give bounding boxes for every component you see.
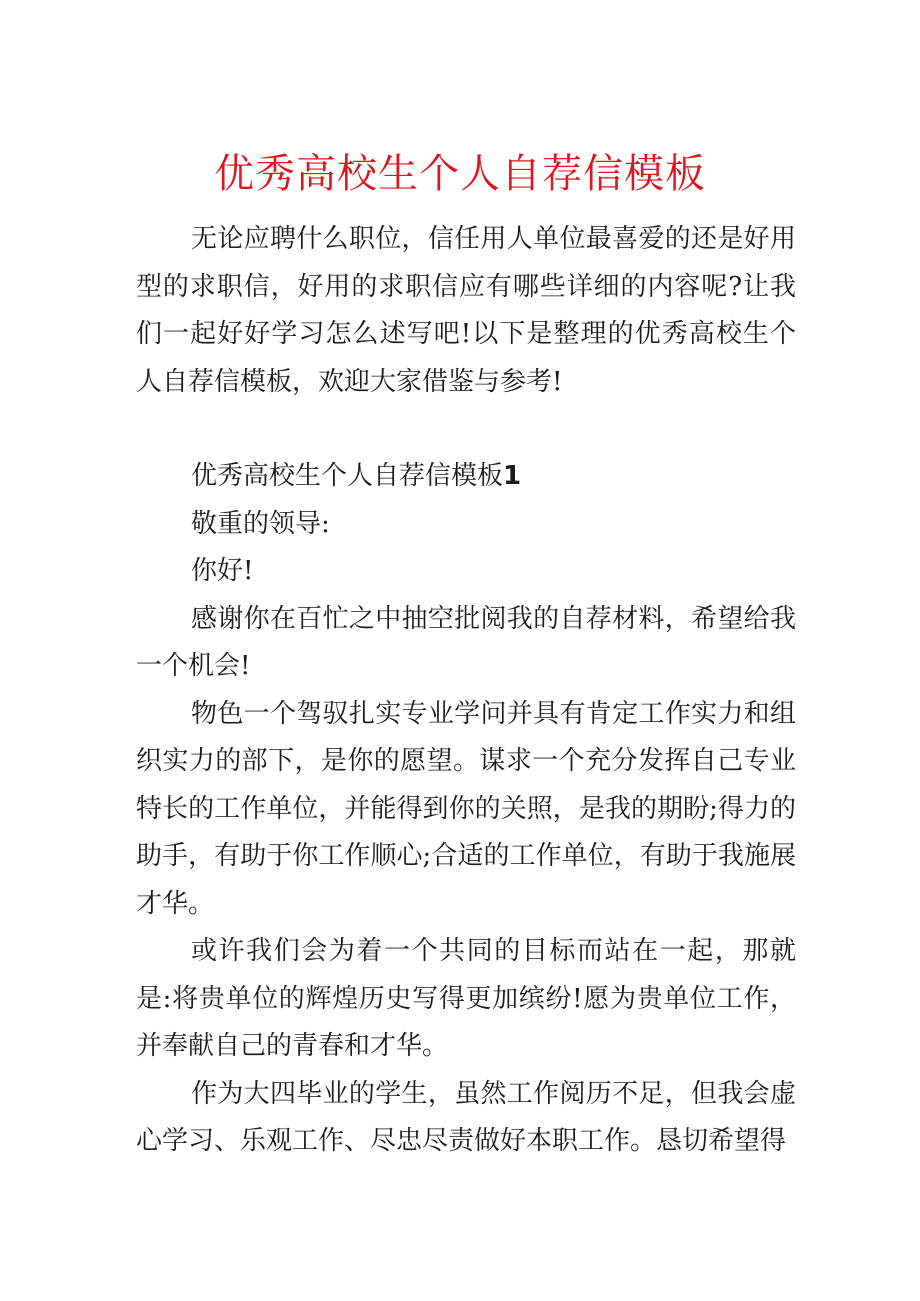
document-title: 优秀高校生个人自荐信模板 <box>214 151 706 197</box>
body-paragraph: 作为大四毕业的学生，虽然工作阅历不足，但我会虚心学习、乐观工作、尽忠尽责做好本职工作。恳切希望得 <box>136 1078 796 1156</box>
intro-paragraph: 无论应聘什么职位，信任用人单位最喜爱的还是好用型的求职信，好用的求职信应有哪些详细的内容呢?让我们一起好好学习怎么述写吧!以下是整理的优秀高校生个人自荐信模板，欢迎大家借鉴与参考! <box>136 224 796 397</box>
section-heading <box>136 453 796 501</box>
section-heading-text: 优秀高校生个人自荐信模板 <box>191 461 504 491</box>
body-paragraph: 物色一个驾驭扎实专业学问并具有肯定工作实力和组织实力的部下，是你的愿望。谋求一个充分发挥自己专业特长的工作单位，并能得到你的关照，是我的期盼;得力的助手，有助于你工作顺心;合适的工作单位，有助于我施展才华。 <box>136 698 796 919</box>
greeting: 你好! <box>191 556 254 586</box>
salutation: 敬重的领导: <box>191 508 330 539</box>
document-body <box>136 216 796 1166</box>
paragraph-gap <box>136 406 796 453</box>
section-heading-number: 1 <box>503 461 522 491</box>
body-paragraph: 感谢你在百忙之中抽空批阅我的自荐材料，希望给我一个机会! <box>136 603 796 681</box>
body-paragraph: 或许我们会为着一个共同的目标而站在一起，那就是:将贵单位的辉煌历史写得更加缤纷!愿为贵单位工作，并奉献自己的青春和才华。 <box>136 936 796 1061</box>
